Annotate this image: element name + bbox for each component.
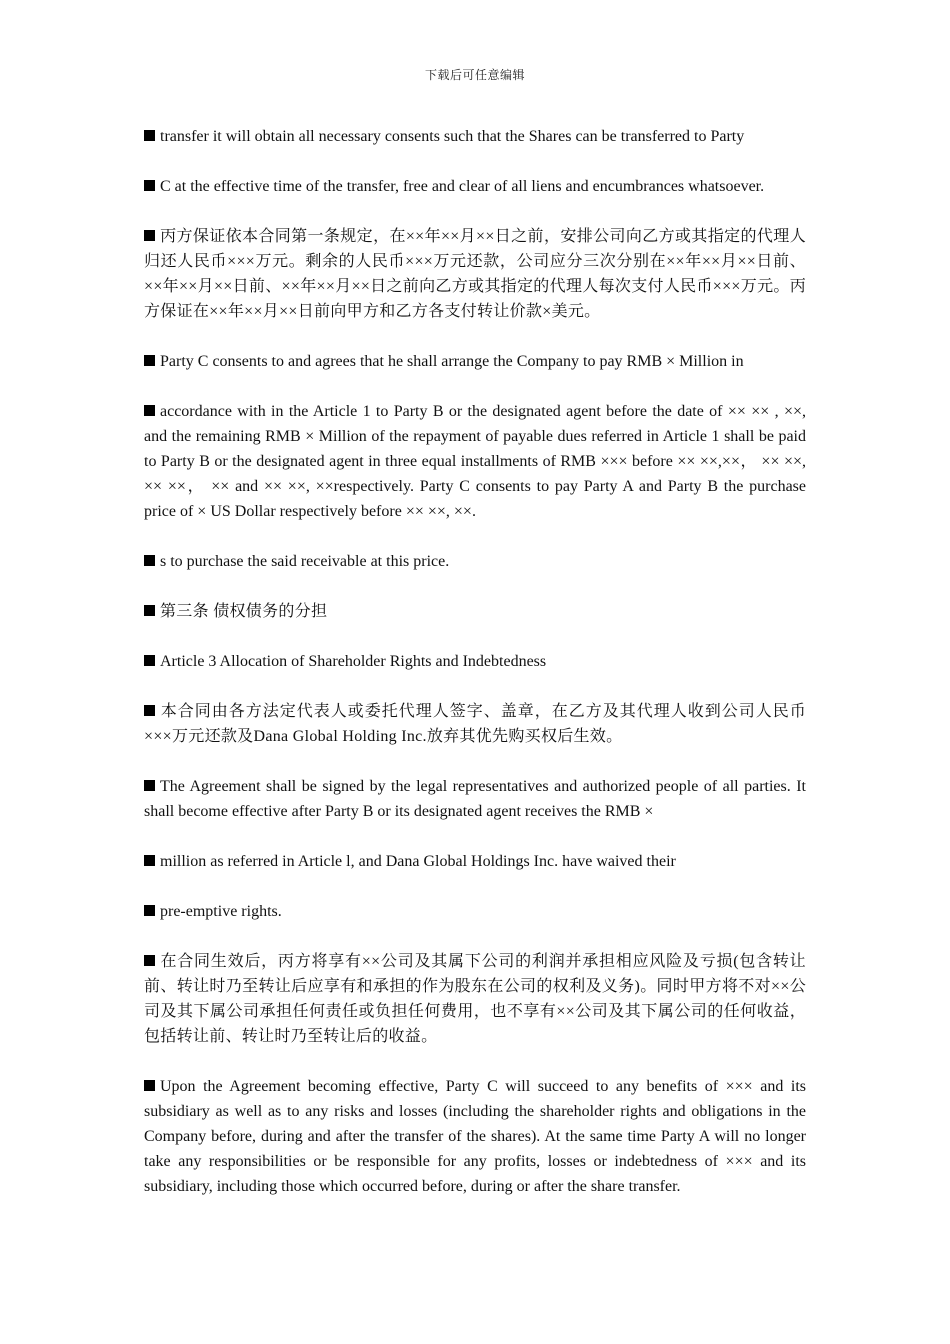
bullet-square-icon — [144, 855, 155, 866]
paragraph — [144, 124, 806, 149]
paragraph — [144, 549, 806, 574]
paragraph — [144, 949, 806, 1049]
paragraph — [144, 399, 806, 524]
paragraph-text: transfer it will obtain all necessary consents such that the Shares can be transferred to Party — [160, 128, 745, 145]
paragraph-text: 第三条 债权债务的分担 — [160, 603, 328, 620]
paragraph — [144, 699, 806, 749]
bullet-square-icon — [144, 355, 155, 366]
paragraph — [144, 174, 806, 199]
bullet-square-icon — [144, 555, 155, 566]
paragraph — [144, 224, 806, 324]
bullet-square-icon — [144, 605, 155, 616]
section-heading — [144, 599, 806, 624]
bullet-square-icon — [144, 905, 155, 916]
bullet-square-icon — [144, 780, 155, 791]
section-heading — [144, 649, 806, 674]
paragraph-text: C at the effective time of the transfer, free and clear of all liens and encumbrances whatsoever. — [160, 178, 765, 195]
paragraph-text: The Agreement shall be signed by the legal representatives and authorized people of all parties. It shall become effective after Party B or its designated agent receives the RMB × — [144, 778, 806, 820]
paragraph-text: pre-emptive rights. — [160, 903, 282, 920]
bullet-square-icon — [144, 405, 155, 416]
paragraph-text: accordance with in the Article 1 to Party B or the designated agent before the date of ×× ×× , ××, and the remaining RMB × Million of the repayment of payable dues referred in Article 1 shall be paid to Party B or the designated agent in three equal installments of RMB ××× before ×× ××,××， ×× ××, ×× ××， ×× and ×× ××, ××respectively. Party C consents to pay Party A and Party B the purchase price of × US Dollar respectively before ×× ××, ××. — [144, 403, 806, 520]
paragraph-text: 本合同由各方法定代表人或委托代理人签字、盖章，在乙方及其代理人收到公司人民币×××万元还款及Dana Global Holding Inc.放弃其优先购买权后生效。 — [144, 703, 806, 745]
bullet-square-icon — [144, 655, 155, 666]
bullet-square-icon — [144, 180, 155, 191]
paragraph-text: Article 3 Allocation of Shareholder Rights and Indebtedness — [160, 653, 547, 670]
document-body — [144, 124, 806, 1224]
paragraph-text: s to purchase the said receivable at this price. — [160, 553, 450, 570]
paragraph — [144, 349, 806, 374]
paragraph-text: Upon the Agreement becoming effective, Party C will succeed to any benefits of ××× and its subsidiary as well as to any risks and losses (including the shareholder rights and obligations in the Company before, during and after the transfer of the shares). At the same time Party A will no longer take any responsibilities or be responsible for any profits, losses or indebtedness of ××× and its subsidiary, including those which occurred before, during or after the share transfer. — [144, 1078, 806, 1195]
bullet-square-icon — [144, 130, 155, 141]
paragraph — [144, 899, 806, 924]
header-note: 下载后可任意编辑 — [424, 68, 525, 82]
paragraph-text: million as referred in Article l, and Dana Global Holdings Inc. have waived their — [160, 853, 676, 870]
paragraph — [144, 1074, 806, 1199]
paragraph-text: Party C consents to and agrees that he shall arrange the Company to pay RMB × Million in — [160, 353, 744, 370]
paragraph — [144, 774, 806, 824]
bullet-square-icon — [144, 955, 155, 966]
bullet-square-icon — [144, 1080, 155, 1091]
bullet-square-icon — [144, 230, 155, 241]
paragraph-text: 丙方保证依本合同第一条规定，在××年××月××日之前，安排公司向乙方或其指定的代理人归还人民币×××万元。剩余的人民币×××万元还款，公司应分三次分别在××年××月××日前、××年××月××日前、××年××月××日之前向乙方或其指定的代理人每次支付人民币×××万元。丙方保证在××年××月××日前向甲方和乙方各支付转让价款×美元。 — [144, 228, 806, 320]
bullet-square-icon — [144, 705, 155, 716]
paragraph — [144, 849, 806, 874]
paragraph-text: 在合同生效后，丙方将享有××公司及其属下公司的利润并承担相应风险及亏损(包含转让前、转让时乃至转让后应享有和承担的作为股东在公司的权利及义务)。同时甲方将不对××公司及其下属公司承担任何责任或负担任何费用，也不享有××公司及其下属公司的任何收益，包括转让前、转让时乃至转让后的收益。 — [144, 953, 806, 1045]
